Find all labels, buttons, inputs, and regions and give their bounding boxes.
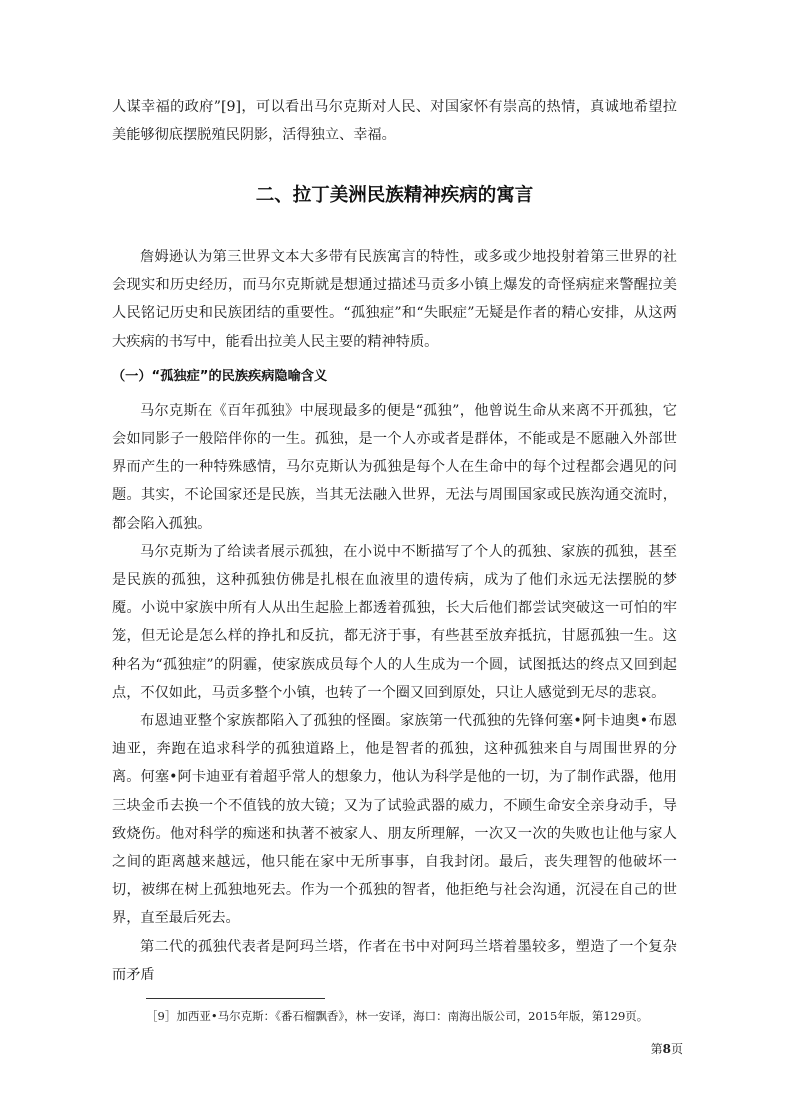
section-body <box>112 243 677 989</box>
footnote: ［9］加西亚•马尔克斯：《番石榴飘香》，林一安译，海口：南海出版公司，2015年版，第129页。 <box>146 1009 649 1023</box>
footnote-divider <box>146 998 325 999</box>
page-label-prefix: 第 <box>650 1042 663 1056</box>
body-paragraph: 布恩迪亚整个家族都陷入了孤独的怪圈。家族第一代孤独的先锋何塞•阿卡迪奥•布恩迪亚，奔跑在追求科学的孤独道路上，他是智者的孤独，这种孤独来自与周围世界的分离。何塞•阿卡迪亚有着超乎常人的想象力，他认为科学是他的一切，为了制作武器，他用三块金币去换一个不值钱的放大镜；又为了试验武器的威力，不顾生命安全亲身动手，导致烧伤。他对科学的痴迷和执著不被家人、朋友所理解，一次又一次的失败也让他与家人之间的距离越来越远，他只能在家中无所事事，自我封闭。最后，丧失理智的他破坏一切，被绑在树上孤独地死去。作为一个孤独的智者，他拒绝与社会沟通，沉浸在自己的世界，直至最后死去。 <box>112 713 677 927</box>
body-paragraph: 第二代的孤独代表者是阿玛兰塔，作者在书中对阿玛兰塔着墨较多，塑造了一个复杂而矛盾 <box>112 938 677 983</box>
page-label-suffix: 页 <box>670 1042 683 1056</box>
paragraph-text: 人谋幸福的政府”[9]，可以看出马尔克斯对人民、对国家怀有崇高的热情，真诚地希望拉美能够彻底摆脱殖民阴影，活得独立、幸福。 <box>112 99 677 144</box>
section-title: 二、拉丁美洲民族精神疾病的寓言 <box>255 185 534 206</box>
page-number <box>651 1040 683 1057</box>
body-paragraph: 马尔克斯在《百年孤独》中展现最多的便是“孤独”，他曾说生命从来离不开孤独，它会如同影子一般陪伴你的一生。孤独，是一个人亦或者是群体，不能或是不愿融入外部世界而产生的一种特殊感情，马尔克斯认为孤独是每个人在生命中的每个过程都会遇见的问题。其实，不论国家还是民族，当其无法融入世界，无法与周围国家或民族沟通交流时，都会陷入孤独。 <box>112 402 677 532</box>
page-number-value: 8 <box>662 1042 671 1056</box>
section-intro-paragraph: 詹姆逊认为第三世界文本大多带有民族寓言的特性，或多或少地投射着第三世界的社会现实和历史经历，而马尔克斯就是想通过描述马贡多小镇上爆发的奇怪病症来警醒拉美人民铭记历史和民族团结的重要性。“孤独症”和“失眠症”无疑是作者的精心安排，从这两大疾病的书写中，能看出拉美人民主要的精神特质。 <box>112 249 677 350</box>
body-paragraph: 马尔克斯为了给读者展示孤独，在小说中不断描写了个人的孤独、家族的孤独，甚至是民族的孤独，这种孤独仿佛是扎根在血液里的遗传病，成为了他们永远无法摆脱的梦魇。小说中家族中所有人从出生起脸上都透着孤独，长大后他们都尝试突破这一可怕的牢笼，但无论是怎么样的挣扎和反抗，都无济于事，有些甚至放弃抵抗，甘愿孤独一生。这种名为“孤独症”的阴霾，使家族成员每个人的人生成为一个圆，试图抵达的终点又回到起点，不仅如此，马贡多整个小镇，也转了一个圈又回到原处，只让人感觉到无尽的悲哀。 <box>112 543 677 701</box>
subsection-title: （一）“孤独症”的民族疾病隐喻含义 <box>112 368 328 384</box>
paragraph-continued <box>112 93 677 149</box>
